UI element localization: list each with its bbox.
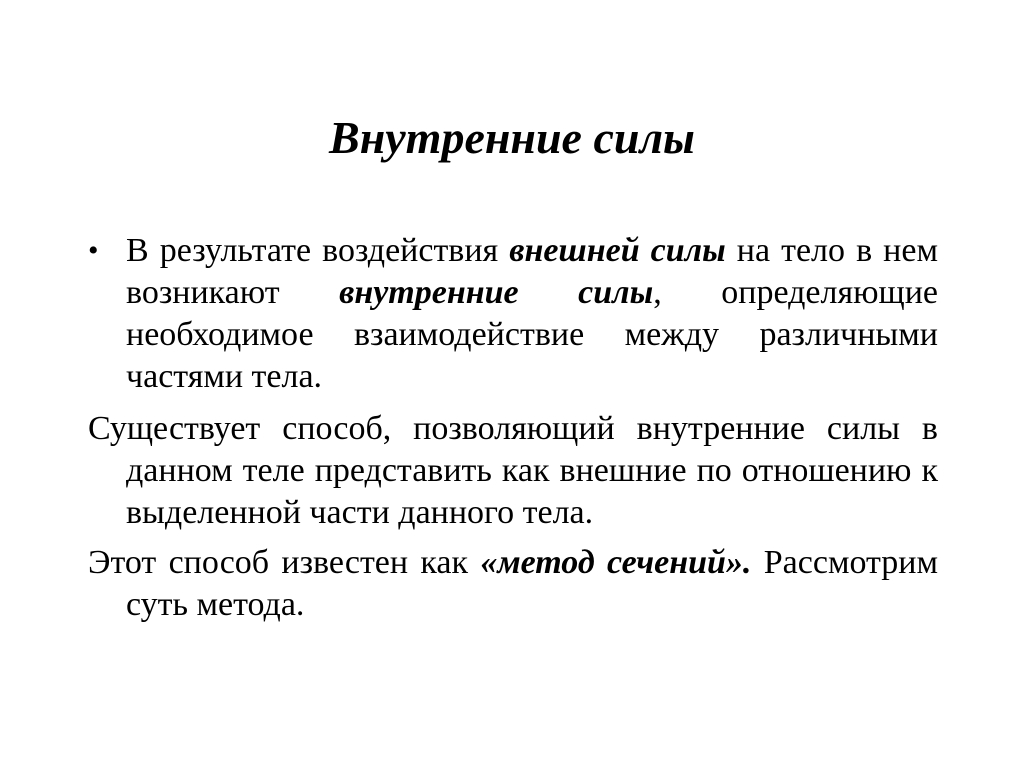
paragraph1-emphasis-internal-forces: внутренние силы [339,274,654,311]
paragraph1-text-a: В результате воздействия [126,232,510,269]
paragraph2-text: Существует способ, позволяющий внутренние силы в данном теле представить как внешние по отношению к выделенной части данного тела. [88,410,938,531]
paragraph3-text-a: Этот способ известен как [88,544,481,581]
paragraph1-text-b: на тело в нем возникают [126,232,938,311]
paragraph-method-description [88,408,938,534]
paragraph-method-name [88,542,938,626]
slide-title: Внутренние силы [329,112,695,163]
paragraph3-text-b: Рассмотрим суть метода. [126,544,938,623]
slide-body [88,230,938,634]
bullet-paragraph [88,230,938,398]
bullet-marker: • [88,234,99,267]
paragraph3-emphasis-method: «метод сечений». [480,544,752,581]
paragraph1-emphasis-external-force: внешней силы [509,232,726,269]
paragraph1-text-c: , определяющие необходимое взаимодействие между различными частями тела. [126,274,938,395]
